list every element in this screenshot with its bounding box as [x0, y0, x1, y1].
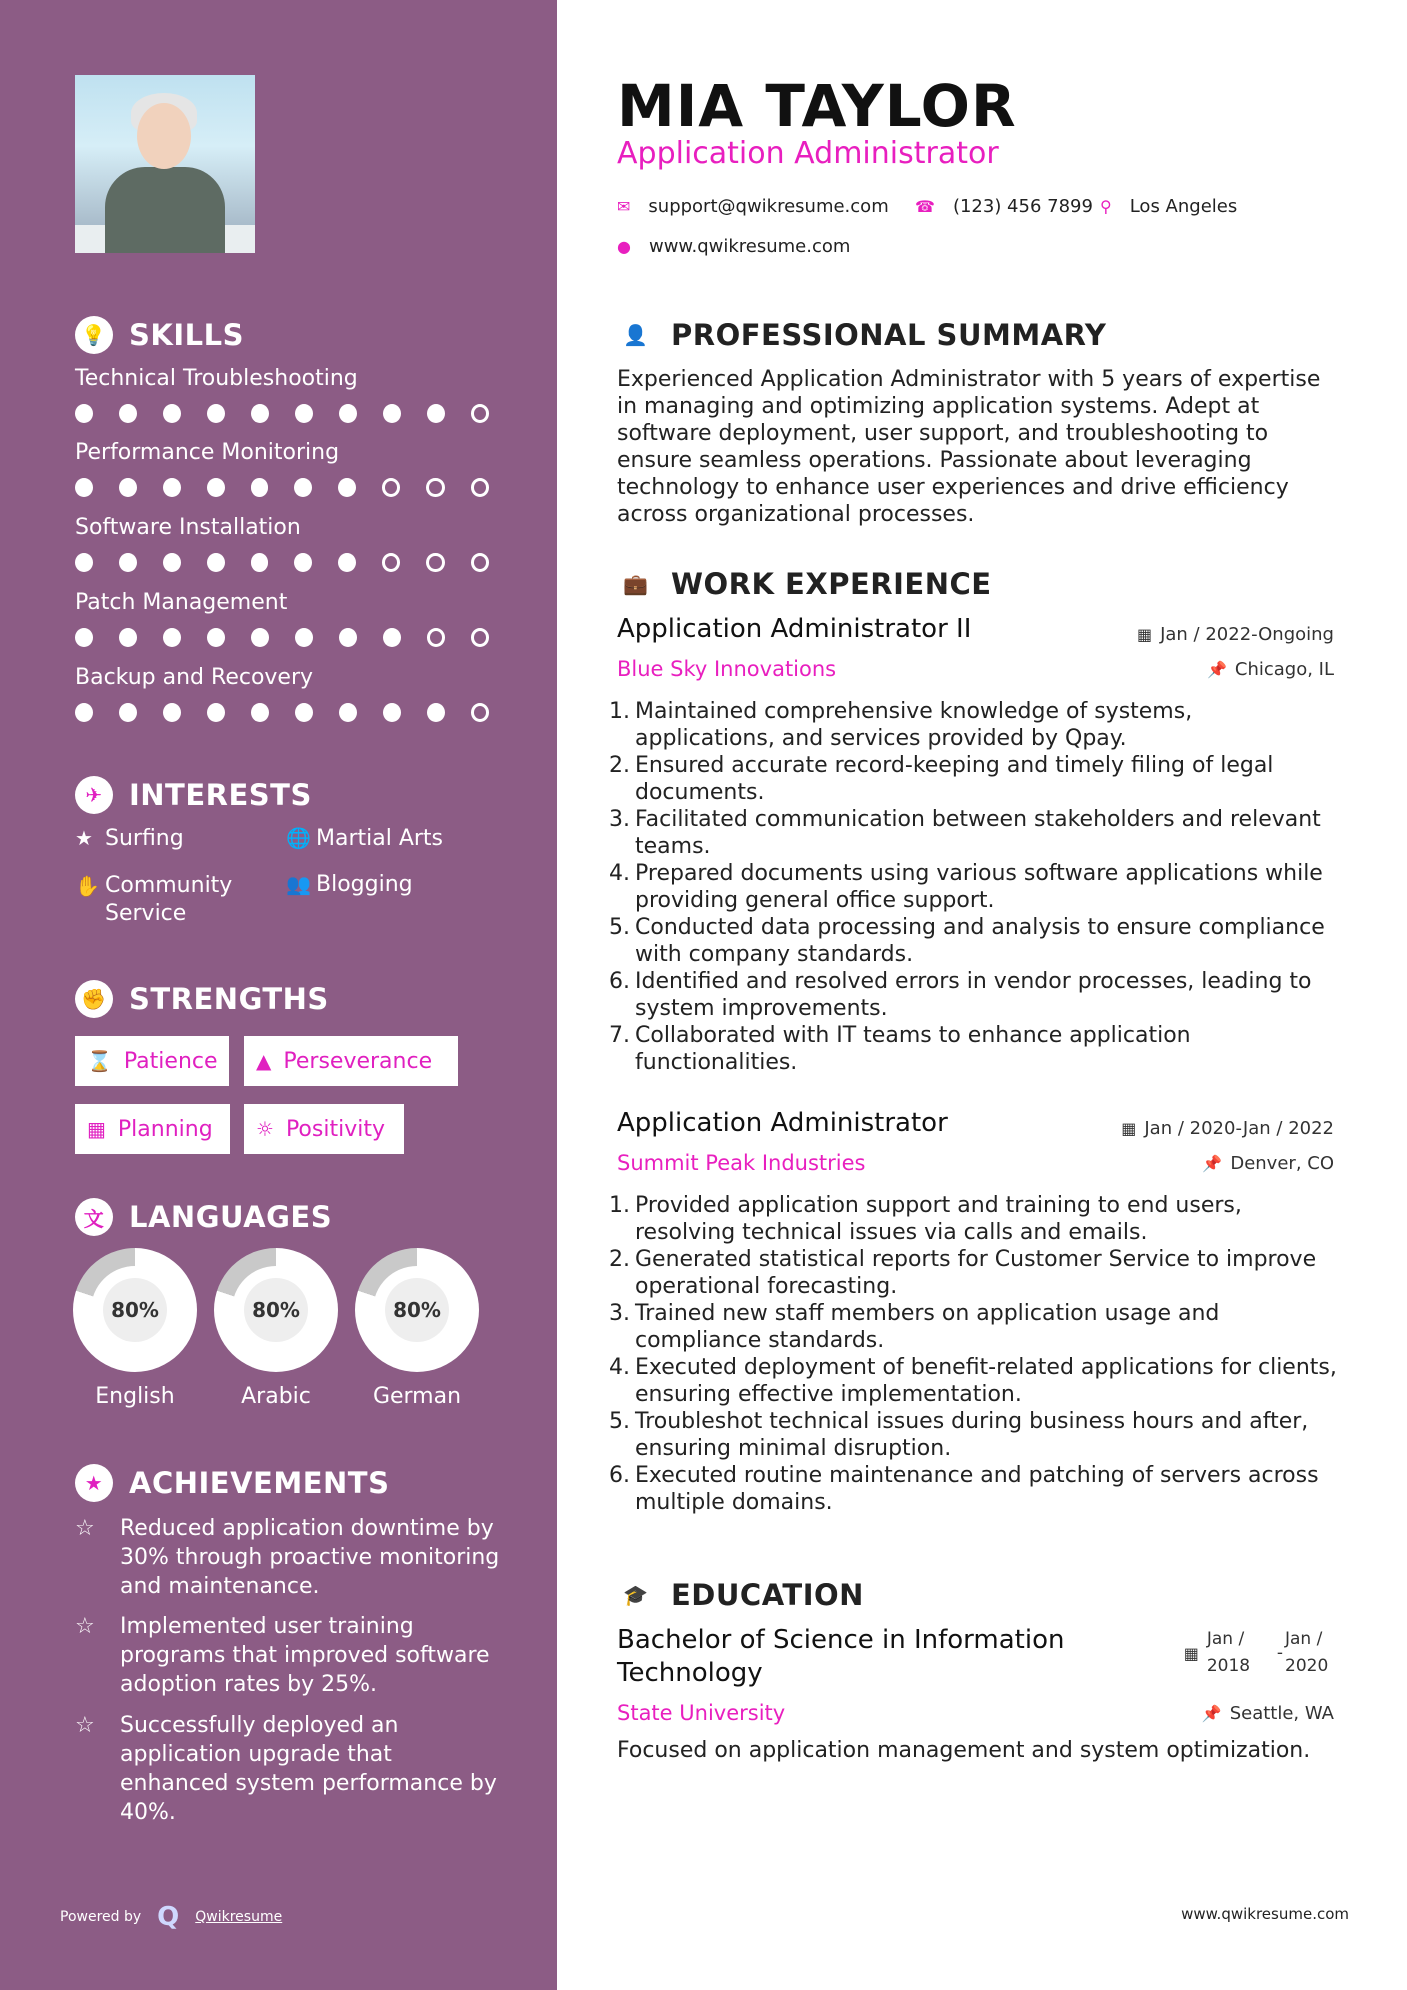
list-item: 3. Facilitated communication between stakeholders and relevant teams.	[609, 807, 1321, 859]
skill-label: Patch Management	[75, 590, 288, 615]
list-number: 2.	[609, 1247, 630, 1272]
skill-item	[75, 590, 515, 647]
rating-dot	[75, 478, 93, 497]
experience-heading: 💼 WORK EXPERIENCE	[617, 565, 992, 603]
job-title: Application Administrator	[617, 1108, 948, 1138]
list-number: 4.	[609, 861, 630, 886]
rating-dot	[163, 703, 181, 722]
list-number: 3.	[609, 807, 630, 832]
list-number: 5.	[609, 915, 630, 940]
rating-dot	[471, 628, 489, 647]
skill-item	[75, 515, 515, 572]
rating-dot	[382, 553, 400, 572]
rating-dot	[119, 478, 137, 497]
rating-dot	[426, 553, 444, 572]
envelope-icon: ✉	[617, 197, 631, 216]
skills-heading: 💡 SKILLS	[75, 316, 244, 354]
rating-dot	[339, 703, 357, 722]
rating-dot	[207, 703, 225, 722]
list-item: 6. Executed routine maintenance and patching of servers across multiple domains.	[609, 1463, 1319, 1515]
list-number: 2.	[609, 753, 630, 778]
language-ring	[73, 1248, 197, 1372]
rating-dot	[427, 628, 445, 647]
candidate-role: Application Administrator	[617, 136, 999, 171]
rating-dot	[427, 703, 445, 722]
degree-title: Bachelor of Science in Information Technology	[617, 1625, 1065, 1688]
lightbulb-icon: 💡	[75, 316, 113, 354]
calendar-icon: ▦	[1183, 1644, 1199, 1663]
sun-icon: ☼	[256, 1117, 274, 1141]
rating-dot	[382, 478, 400, 497]
summary-heading: 👤 PROFESSIONAL SUMMARY	[617, 316, 1106, 354]
language-percent: 80%	[244, 1278, 308, 1342]
rating-dot	[471, 404, 489, 423]
rating-dot	[338, 553, 356, 572]
language-name: English	[95, 1384, 175, 1409]
rating-dot	[75, 628, 93, 647]
skill-label: Backup and Recovery	[75, 665, 314, 690]
list-item: 4. Executed deployment of benefit-related applications for clients, ensuring effective implementation.	[609, 1355, 1337, 1407]
job-location: 📌 Denver, CO	[1202, 1153, 1334, 1174]
rating-dot	[75, 404, 93, 423]
list-number: 7.	[609, 1023, 630, 1048]
summary-text: Experienced Application Administrator with 5 years of expertise in managing and optimizing application systems. Adept at software deployment, user support, and troubleshooting to ensure seamless operations. Passionate about leveraging technology to enhance user experiences and drive efficiency across organizational processes.	[617, 367, 1321, 527]
job-location: 📌 Chicago, IL	[1206, 659, 1334, 680]
user-icon: 👤	[623, 323, 649, 347]
fist-icon: ✊	[75, 980, 113, 1018]
skill-item	[75, 665, 515, 722]
pin-icon: 📌	[1202, 1154, 1223, 1173]
star-icon: ★	[75, 826, 93, 850]
rating-dot	[383, 703, 401, 722]
rating-dot	[207, 478, 225, 497]
rating-dot	[339, 404, 357, 423]
calendar-icon: ▦	[87, 1117, 106, 1141]
rating-dot	[338, 478, 356, 497]
strength-chip: ▦ Planning	[75, 1104, 230, 1154]
rating-dot	[471, 478, 489, 497]
profile-photo	[75, 75, 255, 253]
rating-dot	[251, 478, 269, 497]
skill-rating	[75, 553, 515, 572]
skill-item	[75, 440, 515, 497]
list-item: 1. Provided application support and training to end users, resolving technical issues via calls and emails.	[609, 1193, 1242, 1245]
contact-email: ✉ support@qwikresume.com	[617, 196, 889, 217]
skill-rating	[75, 404, 515, 423]
shooting-star-icon: ☆	[75, 1614, 95, 1639]
education-heading: 🎓 EDUCATION	[617, 1576, 864, 1614]
pin-icon: 📌	[1201, 1704, 1222, 1723]
strength-chip: ▲ Perseverance	[244, 1036, 458, 1086]
rating-dot	[426, 478, 444, 497]
rating-dot	[251, 628, 269, 647]
rating-dot	[251, 553, 269, 572]
contact-website: ● www.qwikresume.com	[617, 236, 851, 257]
hand-icon: ✋	[75, 874, 100, 898]
rating-dot	[119, 628, 137, 647]
language-percent: 80%	[103, 1278, 167, 1342]
list-number: 4.	[609, 1355, 630, 1380]
rating-dot	[163, 628, 181, 647]
candidate-name: MIA TAYLOR	[617, 72, 1017, 140]
rating-dot	[75, 553, 93, 572]
interest-item: ✋ Community Service	[75, 873, 233, 926]
contact-phone: ☎ (123) 456 7899	[915, 196, 1093, 217]
graduation-cap-icon: 🎓	[623, 1583, 649, 1607]
achievement-item: ☆ Implemented user training programs that improved software adoption rates by 25%.	[75, 1614, 490, 1697]
list-number: 1.	[609, 699, 630, 724]
footer-url[interactable]: www.qwikresume.com	[1181, 1905, 1349, 1923]
list-number: 6.	[609, 969, 630, 994]
strength-chip: ☼ Positivity	[244, 1104, 404, 1154]
road-icon: ▲	[256, 1049, 272, 1073]
briefcase-icon: 💼	[623, 572, 649, 596]
globe-icon: 🌐	[286, 826, 311, 850]
achievements-heading: ★ ACHIEVEMENTS	[75, 1464, 389, 1502]
job-company: Blue Sky Innovations	[617, 657, 837, 681]
rating-dot	[471, 703, 489, 722]
strengths-heading: ✊ STRENGTHS	[75, 980, 329, 1018]
calendar-icon: ▦	[1121, 1119, 1137, 1138]
achievement-item: ☆ Reduced application downtime by 30% through proactive monitoring and maintenance.	[75, 1516, 500, 1599]
rating-dot	[383, 628, 401, 647]
qwikresume-logo-icon: Q	[157, 1902, 180, 1932]
rating-dot	[207, 553, 225, 572]
list-item: 3. Trained new staff members on application usage and compliance standards.	[609, 1301, 1220, 1353]
language-icon: 文	[75, 1198, 113, 1236]
list-item: 1. Maintained comprehensive knowledge of systems, applications, and services provided by Qpay.	[609, 699, 1193, 751]
list-item: 2. Ensured accurate record-keeping and timely filing of legal documents.	[609, 753, 1274, 805]
education-location: 📌 Seattle, WA	[1201, 1703, 1334, 1724]
job-title: Application Administrator II	[617, 614, 972, 644]
education-dates: ▦ Jan / 2018 - Jan / 2020	[1183, 1629, 1329, 1676]
achievement-item: ☆ Successfully deployed an application upgrade that enhanced system performance by 40%.	[75, 1713, 497, 1825]
list-item: 5. Conducted data processing and analysis to ensure compliance with company standards.	[609, 915, 1325, 967]
globe-icon: ●	[617, 237, 631, 256]
rating-dot	[119, 553, 137, 572]
list-number: 5.	[609, 1409, 630, 1434]
list-number: 1.	[609, 1193, 630, 1218]
list-item: 6. Identified and resolved errors in vendor processes, leading to system improvements.	[609, 969, 1312, 1021]
hourglass-icon: ⌛	[87, 1049, 112, 1073]
skill-rating	[75, 628, 515, 647]
skill-rating	[75, 703, 515, 722]
job-company: Summit Peak Industries	[617, 1151, 866, 1175]
rating-dot	[295, 703, 313, 722]
skill-label: Software Installation	[75, 515, 301, 540]
rating-dot	[471, 553, 489, 572]
skill-rating	[75, 478, 515, 497]
rating-dot	[119, 703, 137, 722]
rating-dot	[339, 628, 357, 647]
interest-item: ★ Surfing	[75, 826, 184, 851]
contact-location: ⚲ Los Angeles	[1100, 196, 1238, 217]
rating-dot	[294, 478, 312, 497]
skill-label: Performance Monitoring	[75, 440, 340, 465]
rating-dot	[163, 478, 181, 497]
job-bullets	[609, 698, 1337, 1076]
language-ring	[355, 1248, 479, 1372]
job-bullets	[609, 1192, 1337, 1516]
date-separator: -	[1276, 1643, 1283, 1663]
rating-dot	[383, 404, 401, 423]
language-percent: 80%	[385, 1278, 449, 1342]
strength-chip: ⌛ Patience	[75, 1036, 229, 1086]
rating-dot	[294, 553, 312, 572]
phone-icon: ☎	[915, 197, 935, 216]
rating-dot	[251, 703, 269, 722]
rating-dot	[251, 404, 269, 423]
rating-dot	[163, 404, 181, 423]
rating-dot	[119, 404, 137, 423]
users-icon: 👥	[286, 872, 311, 896]
sidebar	[0, 0, 557, 1990]
shooting-star-icon: ☆	[75, 1713, 95, 1738]
rating-dot	[207, 404, 225, 423]
brand-link[interactable]: Qwikresume	[195, 1909, 283, 1925]
job-dates: ▦ Jan / 2020-Jan / 2022	[1121, 1118, 1334, 1139]
medal-icon: ★	[75, 1464, 113, 1502]
skill-label: Technical Troubleshooting	[75, 366, 358, 391]
language-name: Arabic	[241, 1384, 311, 1409]
list-number: 3.	[609, 1301, 630, 1326]
rating-dot	[207, 628, 225, 647]
pin-icon: 📌	[1206, 660, 1227, 679]
calendar-icon: ▦	[1136, 625, 1153, 644]
rating-dot	[163, 553, 181, 572]
rating-dot	[295, 404, 313, 423]
rating-dot	[295, 628, 313, 647]
languages-heading: 文 LANGUAGES	[75, 1198, 332, 1236]
list-item: 2. Generated statistical reports for Customer Service to improve operational forecasting.	[609, 1247, 1317, 1299]
shooting-star-icon: ☆	[75, 1516, 95, 1541]
education-description: Focused on application management and system optimization.	[617, 1738, 1311, 1763]
list-number: 6.	[609, 1463, 630, 1488]
powered-by: Powered by Q Qwikresume	[60, 1902, 283, 1932]
paper-plane-icon: ✈	[75, 776, 113, 814]
interests-heading: ✈ INTERESTS	[75, 776, 312, 814]
school-name: State University	[617, 1701, 786, 1725]
map-pin-icon: ⚲	[1100, 197, 1112, 216]
language-name: German	[372, 1384, 462, 1409]
rating-dot	[427, 404, 445, 423]
list-item: 7. Collaborated with IT teams to enhance application functionalities.	[609, 1023, 1191, 1075]
list-item: 4. Prepared documents using various software applications while providing general office support.	[609, 861, 1323, 913]
interest-item: 👥 Blogging	[286, 872, 413, 897]
skill-item	[75, 366, 515, 423]
language-ring	[214, 1248, 338, 1372]
job-dates: ▦ Jan / 2022-Ongoing	[1136, 624, 1334, 645]
interest-item: 🌐 Martial Arts	[286, 826, 444, 851]
list-item: 5. Troubleshot technical issues during business hours and after, ensuring minimal disruption.	[609, 1409, 1309, 1461]
rating-dot	[75, 703, 93, 722]
